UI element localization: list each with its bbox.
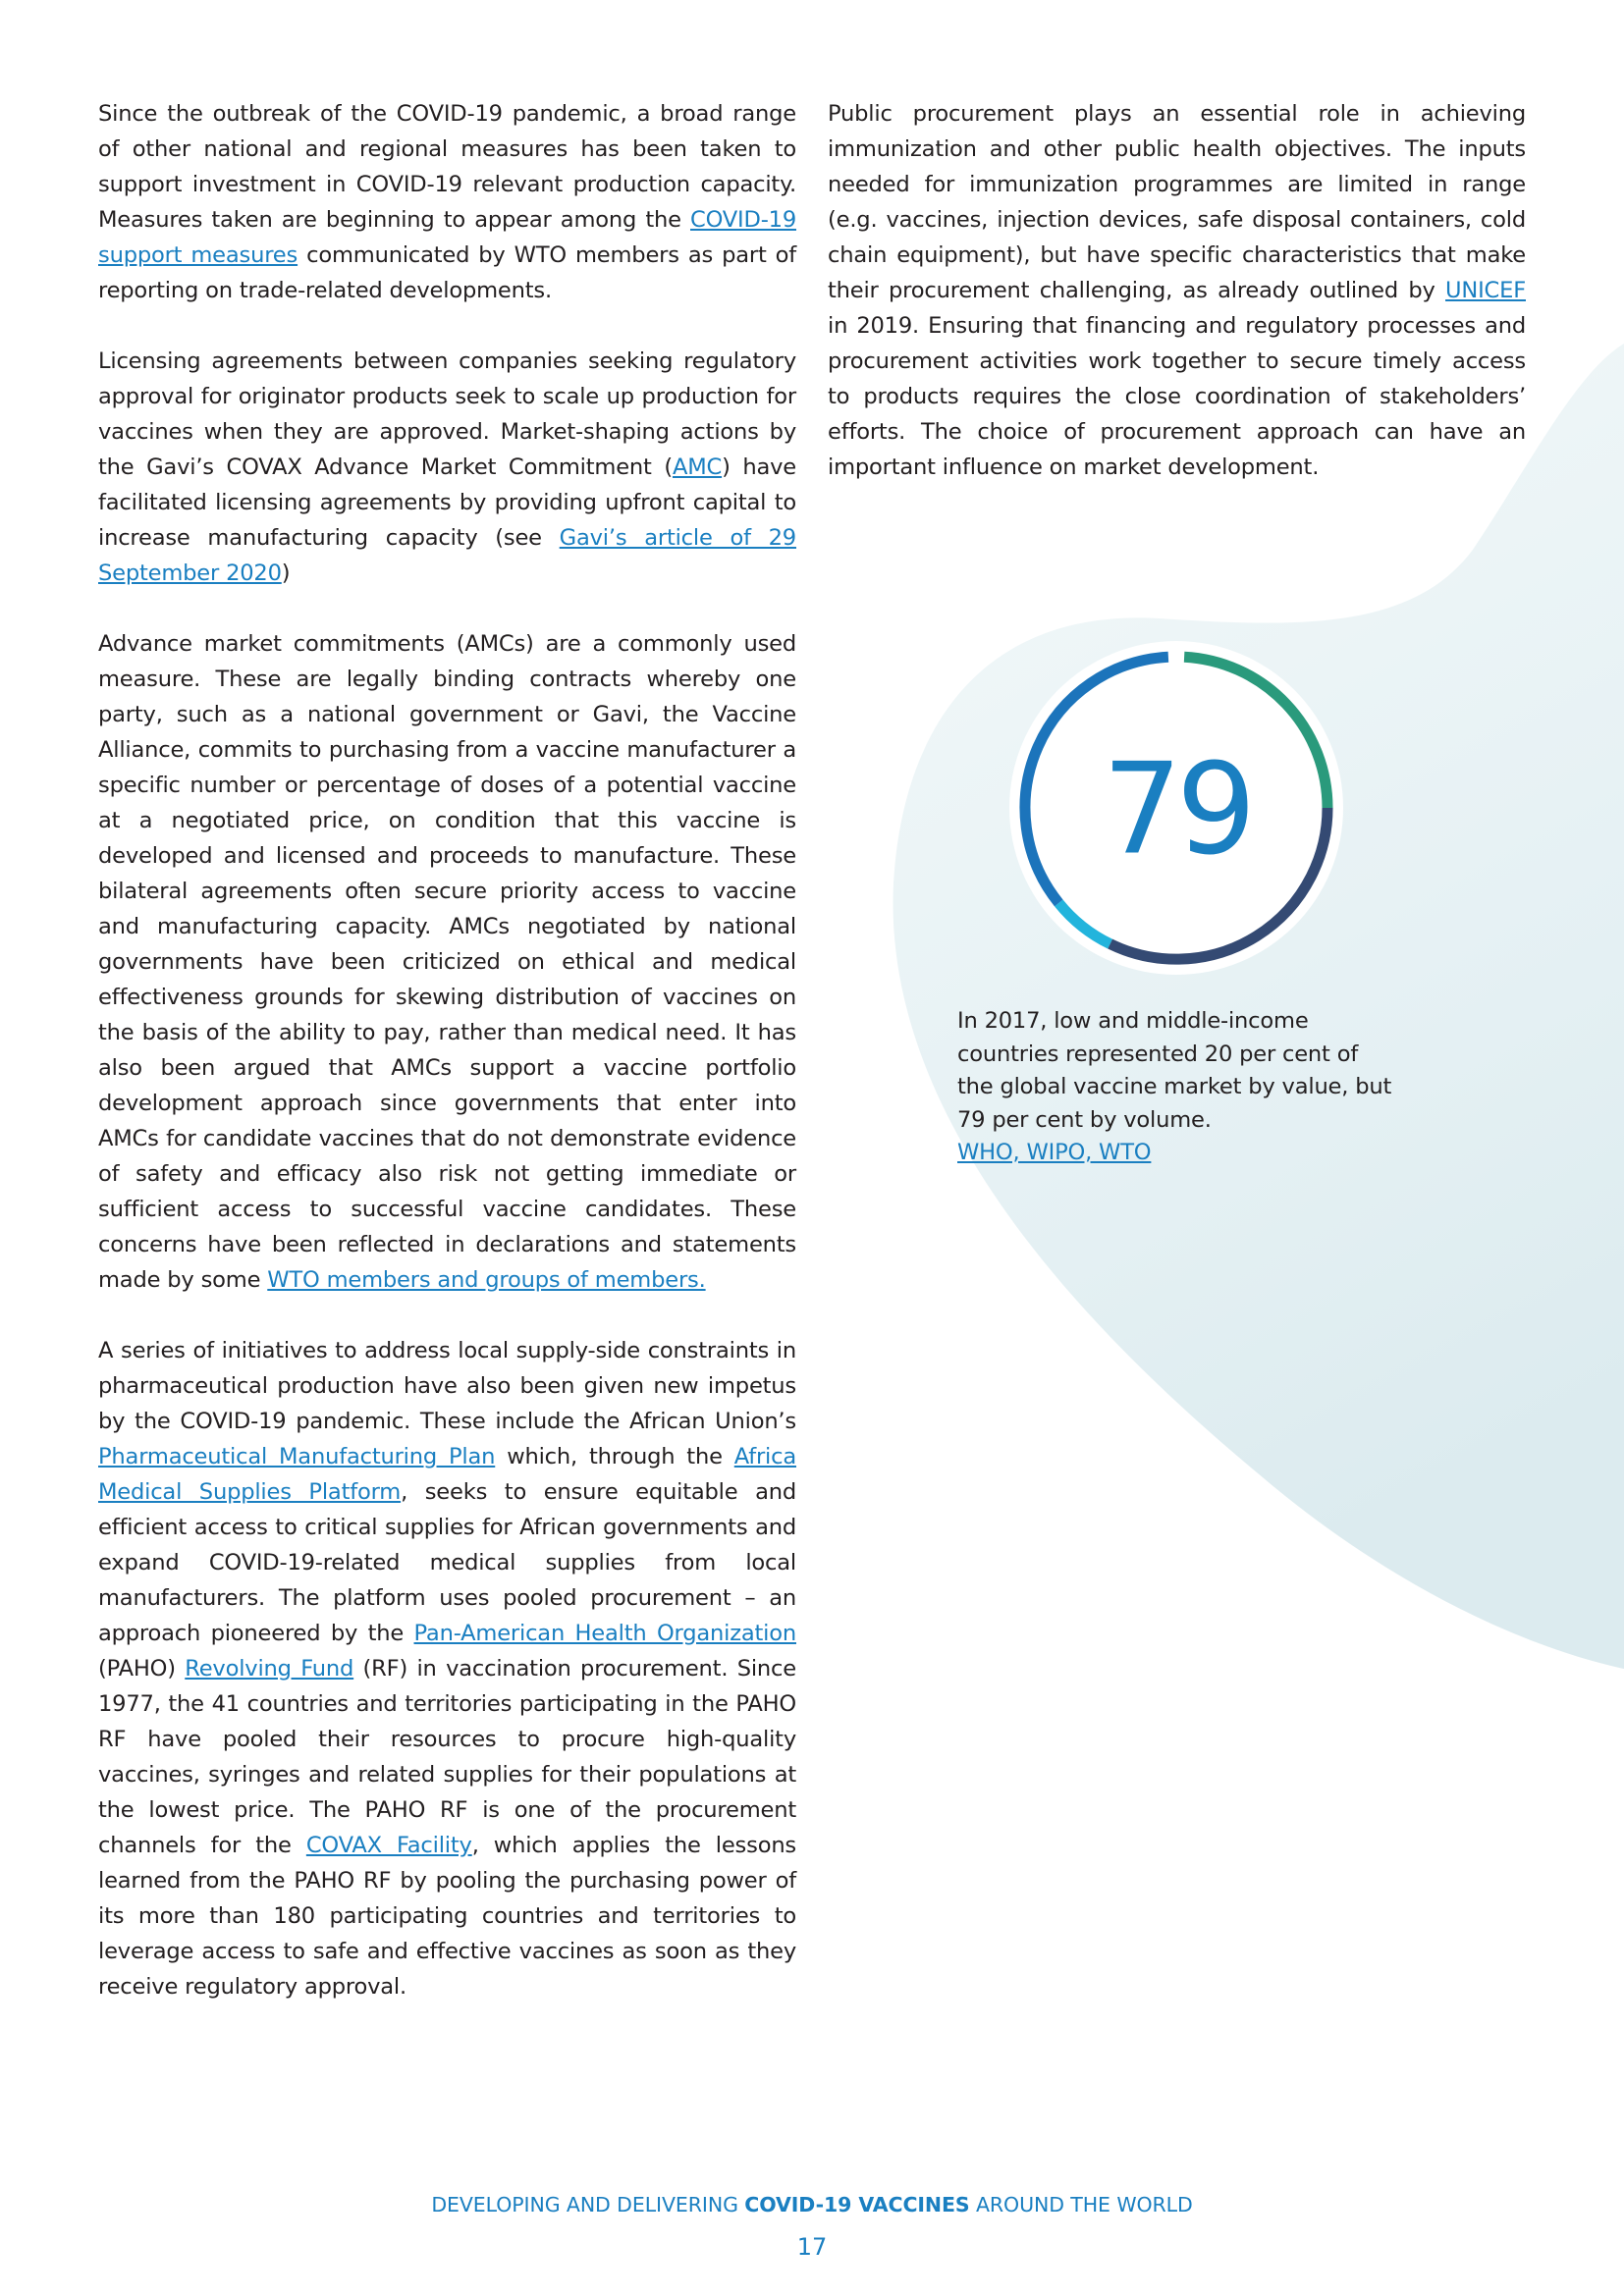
paragraph-advance-market-commitments bbox=[98, 626, 796, 1298]
text: which, through the bbox=[495, 1444, 734, 1469]
left-column bbox=[98, 96, 796, 2040]
link-covax-facility[interactable]: COVAX Facility bbox=[305, 1833, 472, 1858]
link-pharmaceutical-manufacturing-plan[interactable]: Pharmaceutical Manufacturing Plan bbox=[98, 1444, 496, 1469]
right-column bbox=[828, 96, 1526, 520]
stat-caption-line: 79 per cent by volume. bbox=[957, 1106, 1212, 1133]
stat-caption-line: the global vaccine market by value, but bbox=[957, 1074, 1392, 1099]
stat-caption bbox=[957, 1005, 1419, 1170]
text: communicated by WTO members as part of reporting on trade-related developments. bbox=[98, 242, 797, 303]
link-wto-members-groups[interactable]: WTO members and groups of members. bbox=[267, 1267, 706, 1293]
link-revolving-fund[interactable]: Revolving Fund bbox=[185, 1656, 354, 1682]
footer-title-post: AROUND THE WORLD bbox=[969, 2193, 1193, 2216]
paragraph-licensing-agreements bbox=[98, 344, 796, 591]
footer-title bbox=[0, 2193, 1624, 2216]
link-paho[interactable]: Pan-American Health Organization bbox=[413, 1621, 796, 1646]
paragraph-covid-measures bbox=[98, 96, 796, 308]
text: Since the outbreak of the COVID-19 pandemic, a broad range of other national and regional measures has been taken to support investment in COVID-19 relevant production capacity. Measures taken are beginning to appear among the bbox=[98, 101, 796, 233]
text: Advance market commitments (AMCs) are a commonly used measure. These are legally binding contracts whereby one party, such as a national government or Gavi, the Vaccine Alliance, commits to purchasing from a vaccine manufacturer a specific number or percentage of doses of a potential vaccine at a negotiated price, on condition that this vaccine is developed and licensed and proceeds to manufacture. These bilateral agreements often secure priority access to vaccine and manufacturing capacity. AMCs negotiated by national governments have been criticized on ethical and medical effectiveness grounds for skewing distribution of vaccines on the basis of the ability to pay, rather than medical need. It has also been argued that AMCs support a vaccine portfolio development approach since governments that enter into AMCs for candidate vaccines that do not demonstrate evidence of safety and efficacy also risk not getting immediate or sufficient access to successful vaccine candidates. These concerns have been reflected in declarations and statements made by some bbox=[98, 631, 796, 1293]
stat-ring bbox=[1000, 631, 1353, 985]
link-gavi-article[interactable]: Gavi’s article of 29 September 2020 bbox=[98, 525, 796, 586]
text: ) have facilitated licensing agreements by providing upfront capital to increase manufacturing capacity (see bbox=[98, 454, 797, 551]
stat-caption-line: countries represented 20 per cent of bbox=[957, 1041, 1359, 1067]
link-unicef[interactable]: UNICEF bbox=[1445, 278, 1526, 303]
link-stat-source[interactable]: WHO, WIPO, WTO bbox=[957, 1140, 1152, 1165]
link-covid-support-measures[interactable]: COVID-19 support measures bbox=[98, 207, 796, 268]
footer-title-pre: DEVELOPING AND DELIVERING bbox=[431, 2193, 745, 2216]
stat-value: 79 bbox=[1102, 736, 1251, 883]
page-number: 17 bbox=[796, 2233, 828, 2261]
text: Public procurement plays an essential role in achieving immunization and other public health objectives. The inputs needed for immunization programmes are limited in range (e.g. vaccines, injection devices, safe disposal containers, cold chain equipment), but have specific characteristics that make their procurement challenging, as already outlined by bbox=[828, 101, 1526, 303]
link-africa-medical-supplies-platform[interactable]: Africa Medical Supplies Platform bbox=[98, 1444, 796, 1505]
link-amc[interactable]: AMC bbox=[672, 454, 723, 480]
stat-caption-line: In 2017, low and middle-income bbox=[957, 1008, 1309, 1034]
paragraph-public-procurement bbox=[828, 96, 1526, 485]
text: , seeks to ensure equitable and efficient access to critical supplies for African governments and expand COVID-19-related medical supplies from local manufacturers. The platform uses pooled procurement – an approach pioneered by the bbox=[98, 1479, 796, 1646]
text: ) bbox=[281, 561, 291, 586]
text: in 2019. Ensuring that financing and regulatory processes and procurement activities work together to secure timely access to products requires the close coordination of stakeholders’ efforts. The choice of procurement approach can have an important influence on market development. bbox=[828, 313, 1526, 480]
text: (RF) in vaccination procurement. Since 1977, the 41 countries and territories participating in the PAHO RF have pooled their resources to procure high-quality vaccines, syringes and related supplies for their populations at the lowest price. The PAHO RF is one of the procurement channels for the bbox=[98, 1656, 796, 1858]
text: (PAHO) bbox=[98, 1656, 186, 1682]
text: Licensing agreements between companies seeking regulatory approval for originator products seek to scale up production for vaccines when they are approved. Market-shaping actions by the Gavi’s COVAX Advance Market Commitment ( bbox=[98, 348, 796, 480]
paragraph-supply-side-initiatives bbox=[98, 1333, 796, 2004]
text: A series of initiatives to address local supply-side constraints in pharmaceutical production have also been given new impetus by the COVID-19 pandemic. These include the African Union’s bbox=[98, 1338, 796, 1434]
text: , which applies the lessons learned from the PAHO RF by pooling the purchasing power of its more than 180 participating countries and territories to leverage access to safe and effective vaccines as soon as they receive regulatory approval. bbox=[98, 1833, 797, 2000]
footer-title-bold: COVID-19 VACCINES bbox=[744, 2193, 970, 2216]
